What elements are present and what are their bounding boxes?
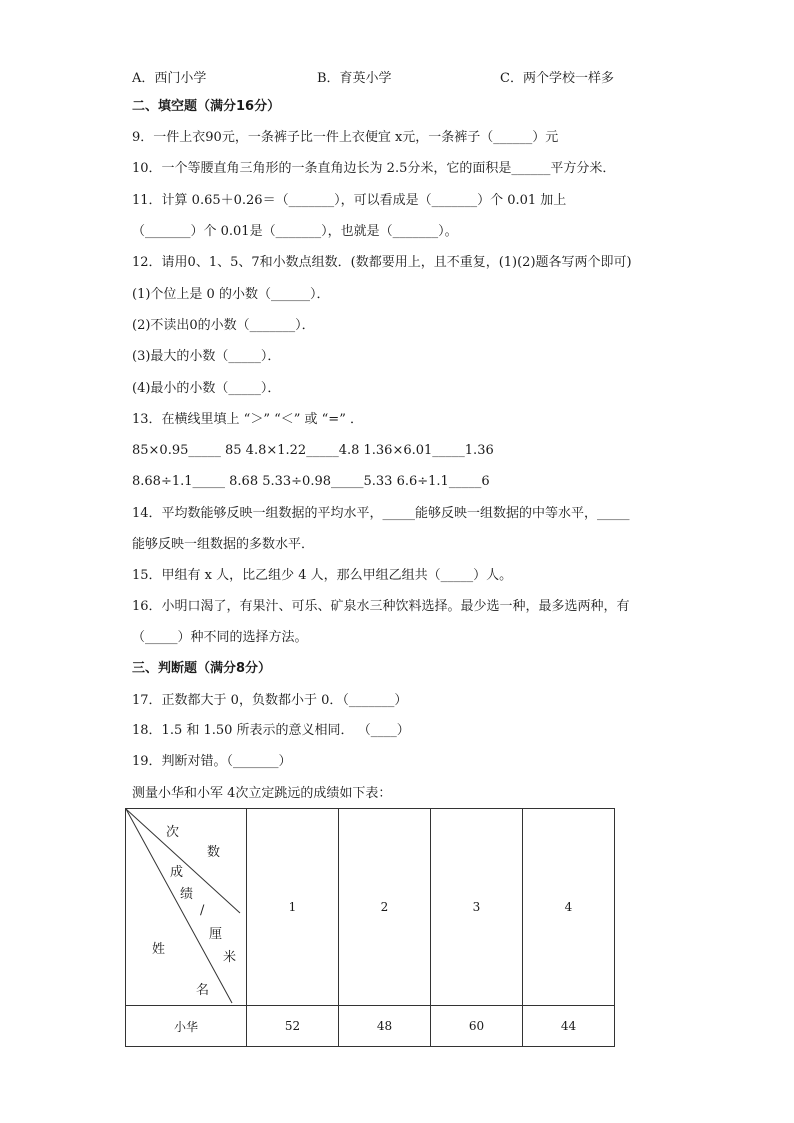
question-18: 18．1.5 和 1.50 所表示的意义相同． （____） [132,723,410,738]
question-11-line1: 11．计算 0.65＋0.26＝（_______），可以看成是（_______）个 0.01 加上 [132,193,567,208]
column-header-2: 2 [339,809,431,1006]
option-b: B．育英小学 [317,71,392,86]
row-value-1: 52 [247,1006,339,1047]
question-17: 17．正数都大于 0，负数都小于 0．（_______） [132,693,408,708]
diag-label-ci: 次 [166,825,180,840]
question-12-part3: (3)最大的小数（_____）． [132,349,281,364]
diag-label-slash: / [200,903,205,918]
question-12: 12．请用0、1、5、7和小数点组数．(数都要用上，且不重复，(1)(2)题各写两个即可) [132,255,632,270]
row-value-2: 48 [339,1006,431,1047]
question-19: 19．判断对错。（_______） [132,754,292,769]
question-16-line2: （_____）种不同的选择方法。 [132,630,308,645]
question-10: 10．一个等腰直角三角形的一条直角边长为 2.5分米，它的面积是______平方分米． [132,161,616,176]
section3-title: 三、判断题（满分8分） [132,661,272,676]
diag-label-li: 厘 [209,927,223,942]
diag-label-cheng: 成 [170,865,184,880]
row-name: 小华 [126,1006,247,1047]
table-header-row [126,809,615,1006]
column-header-1: 1 [247,809,339,1006]
diag-label-ming: 名 [196,983,210,998]
question-9: 9．一件上衣90元，一条裤子比一件上衣便宜 x元，一条裤子（______）元 [132,130,559,145]
diagonal-lines [126,809,246,1005]
diag-label-xing: 姓 [152,942,166,957]
diag-label-shu: 数 [207,845,221,860]
question-16-line1: 16．小明口渴了，有果汁、可乐、矿泉水三种饮料选择。最少选一种，最多选两种，有 [132,599,630,614]
column-header-4: 4 [523,809,615,1006]
question-12-part1: (1)个位上是 0 的小数（______）． [132,287,330,302]
diag-label-mi: 米 [223,950,237,965]
score-table [125,808,615,1047]
option-c: C．两个学校一样多 [500,71,614,86]
column-header-3: 3 [431,809,523,1006]
diagonal-header-cell [126,809,247,1006]
diag-label-ji: 绩 [180,887,194,902]
question-15: 15．甲组有 x 人，比乙组少 4 人，那么甲组乙组共（_____）人。 [132,568,513,583]
row-value-4: 44 [523,1006,615,1047]
question-12-part2: (2)不读出0的小数（_______）． [132,318,315,333]
table-intro: 测量小华和小军 4次立定跳远的成绩如下表： [132,786,392,801]
table-row [126,1006,615,1047]
question-12-part4: (4)最小的小数（_____）． [132,381,281,396]
question-13: 13．在横线里填上 “＞” “＜” 或 “=” ． [132,412,363,427]
question-13-row1: 85×0.95_____ 85 4.8×1.22_____4.8 1.36×6.01_____1.36 [132,443,494,458]
question-14-line1: 14．平均数能够反映一组数据的平均水平，_____能够反映一组数据的中等水平，_____ [132,506,630,521]
option-a: A．西门小学 [132,71,207,86]
row-value-3: 60 [431,1006,523,1047]
question-13-row2: 8.68÷1.1_____ 8.68 5.33÷0.98_____5.33 6.6÷1.1_____6 [132,474,490,489]
section2-title: 二、填空题（满分16分） [132,99,281,114]
question-14-line2: 能够反映一组数据的多数水平． [132,537,315,552]
question-11-line2: （_______）个 0.01是（_______），也就是（_______）。 [132,224,458,239]
